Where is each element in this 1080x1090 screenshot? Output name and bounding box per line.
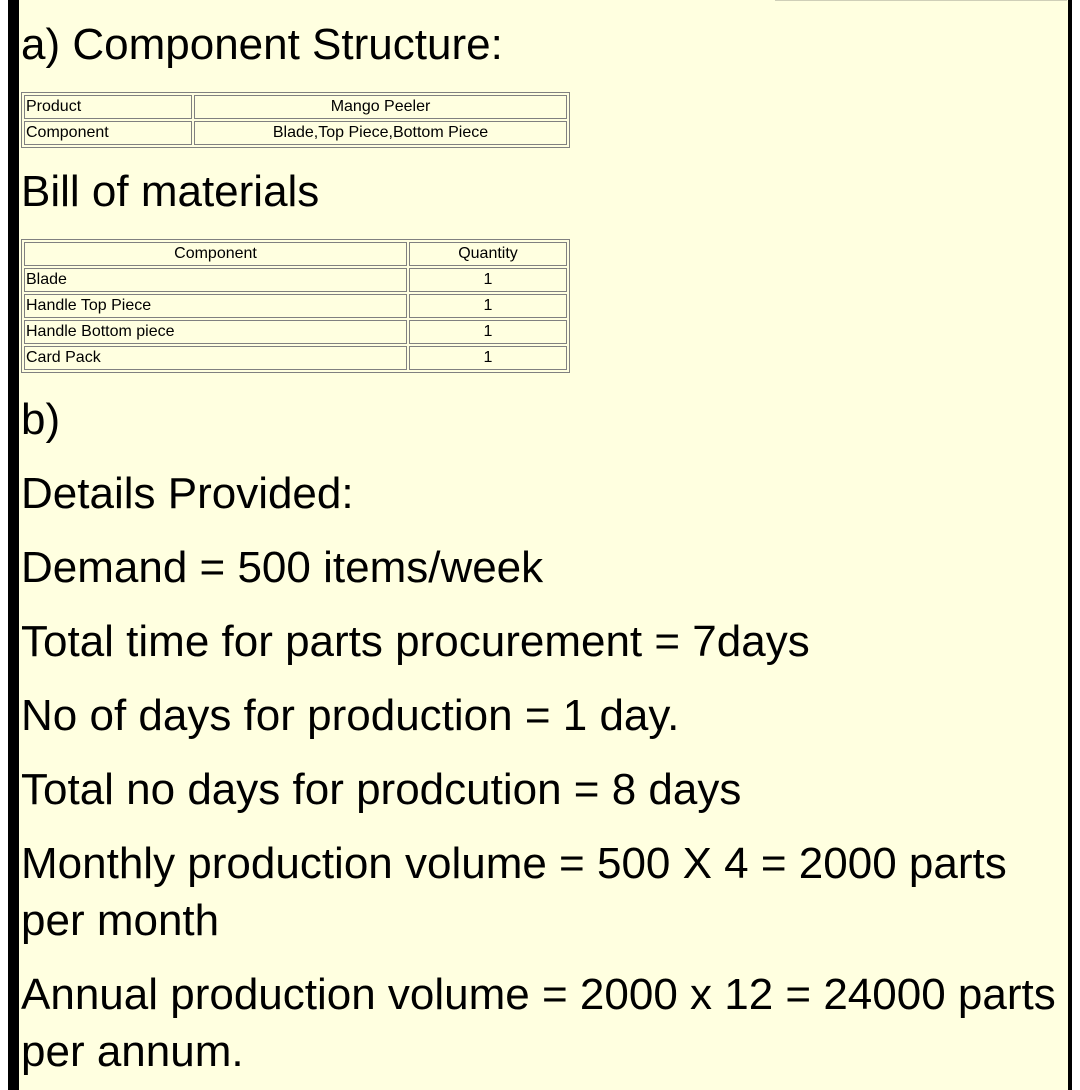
detail-line-monthly-volume: Monthly production volume = 500 X 4 = 2000 parts per month <box>21 839 1007 945</box>
structure-value-cell: Blade,Top Piece,Bottom Piece <box>194 121 567 145</box>
table-row <box>24 346 567 370</box>
page-frame <box>8 0 1072 1090</box>
section-a-heading: a) Component Structure: <box>21 20 503 69</box>
structure-value-cell: Mango Peeler <box>194 95 567 119</box>
table-row <box>24 121 567 145</box>
bom-component-cell: Handle Top Piece <box>24 294 407 318</box>
bom-quantity-cell: 1 <box>409 346 567 370</box>
structure-label-cell: Component <box>24 121 192 145</box>
bom-quantity-cell: 1 <box>409 294 567 318</box>
detail-line-procurement: Total time for parts procurement = 7days <box>21 617 810 666</box>
table-row <box>24 95 567 119</box>
section-b <box>21 391 1061 1080</box>
table-row <box>24 320 567 344</box>
section-a <box>21 19 1061 71</box>
detail-line-production-days: No of days for production = 1 day. <box>21 691 680 740</box>
bom-quantity-cell: 1 <box>409 268 567 292</box>
detail-line-annual-volume: Annual production volume = 2000 x 12 = 24000 parts per annum. <box>21 970 1056 1076</box>
table-row <box>24 268 567 292</box>
bom-heading: Bill of materials <box>21 167 320 216</box>
bom-component-cell: Handle Bottom piece <box>24 320 407 344</box>
table-row <box>24 294 567 318</box>
structure-label-cell: Product <box>24 95 192 119</box>
bill-of-materials-table <box>21 239 570 373</box>
details-heading: Details Provided: <box>21 469 354 518</box>
detail-line-total-days: Total no days for prodcution = 8 days <box>21 765 742 814</box>
section-b-label: b) <box>21 395 61 444</box>
bom-table-wrap <box>21 239 1061 373</box>
table-header-row <box>24 242 567 266</box>
bom-header-component: Component <box>24 242 407 266</box>
component-structure-table <box>21 92 570 148</box>
bom-section <box>21 166 1061 218</box>
structure-table-wrap <box>21 92 1061 148</box>
detail-line-demand: Demand = 500 items/week <box>21 543 544 592</box>
document-paper <box>19 0 1068 1090</box>
bom-component-cell: Blade <box>24 268 407 292</box>
top-rule <box>775 0 1067 1</box>
bom-quantity-cell: 1 <box>409 320 567 344</box>
bom-component-cell: Card Pack <box>24 346 407 370</box>
bom-header-quantity: Quantity <box>409 242 567 266</box>
